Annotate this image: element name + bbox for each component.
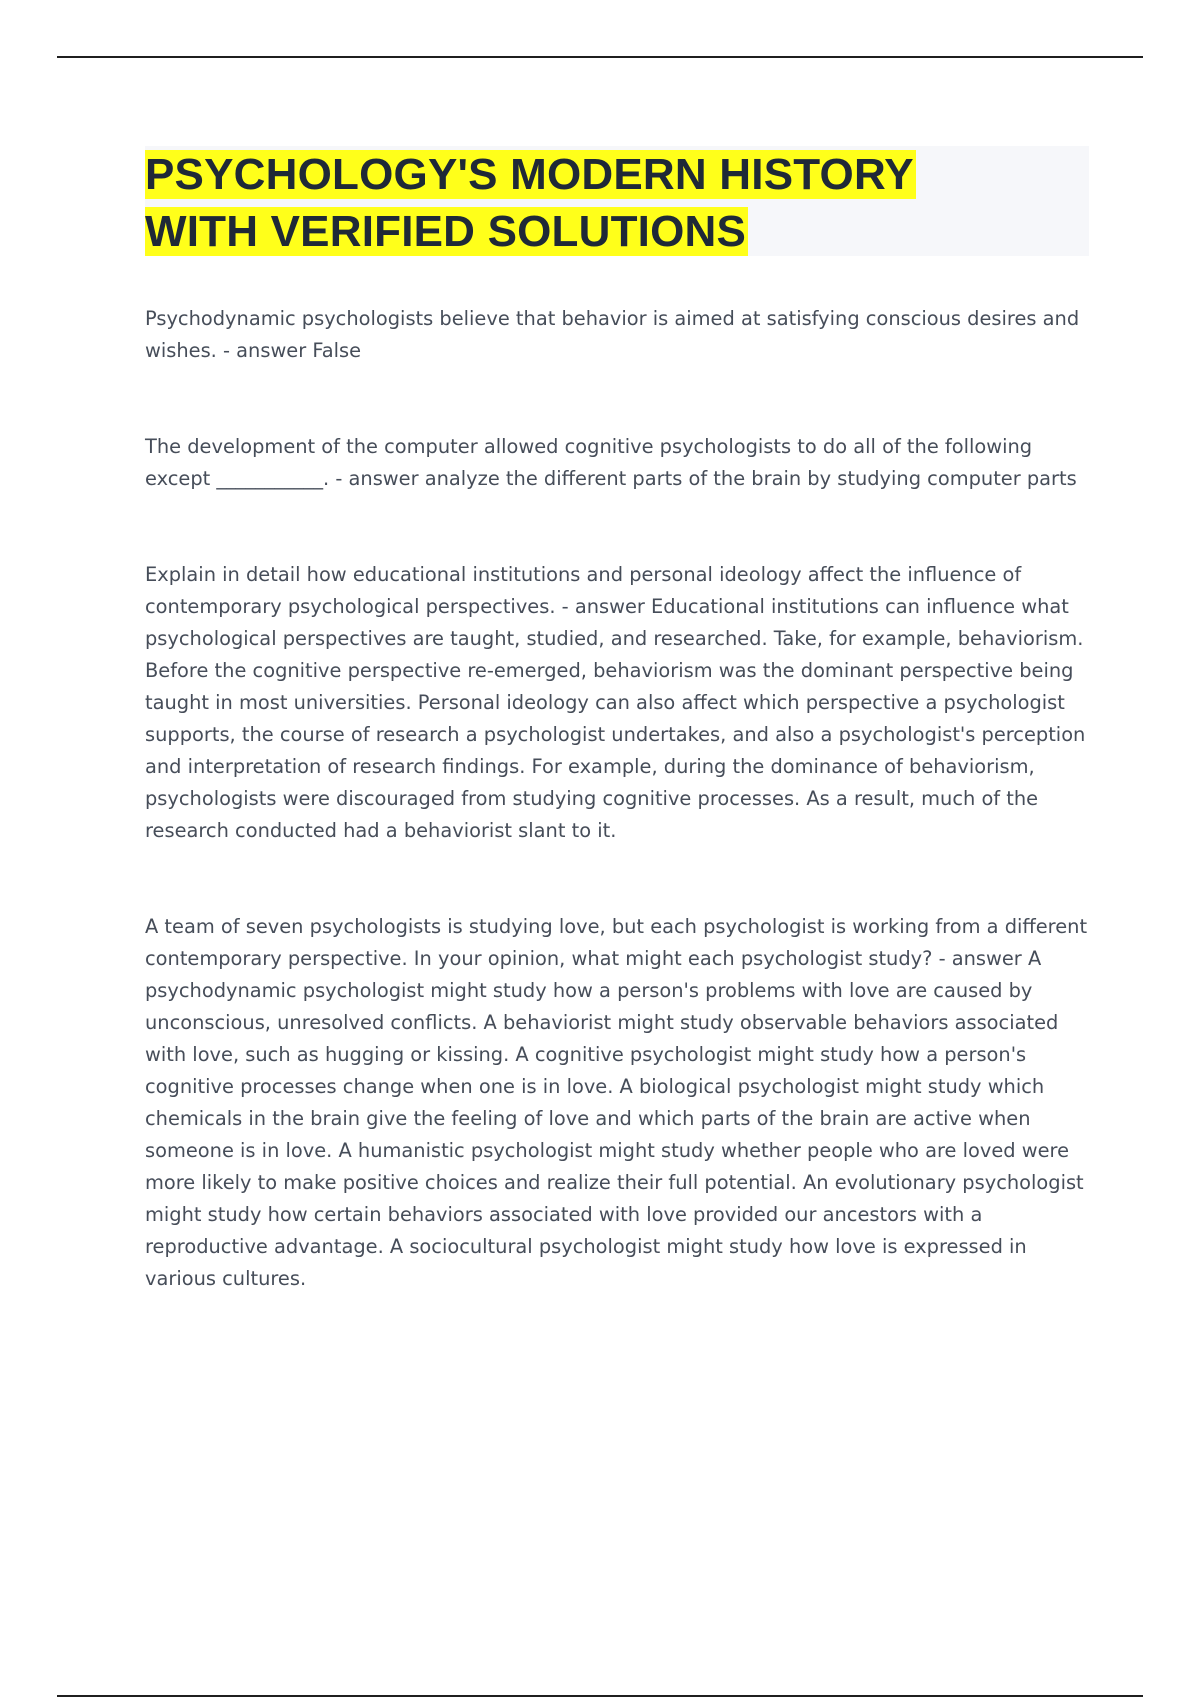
answer-separator: - answer [329, 467, 425, 490]
bottom-rule [57, 1695, 1143, 1697]
question-text: Explain in detail how educational institutions and personal ideology affect the influence of contemporary psychological perspectives. [145, 563, 1022, 618]
answer-text: False [312, 339, 362, 362]
top-rule [57, 56, 1143, 58]
answer-separator: - answer [932, 947, 1028, 970]
qa-item-2 [145, 431, 1095, 495]
answer-text: A psychodynamic psychologist might study how a person's problems with love are caused by unconscious, unresolved conflicts. A behaviorist might study observable behaviors associated with love, such as hugging or kissing. A cognitive psychologist might study how a person's cognitive processes change when one is in love. A biological psychologist might study which chemicals in the brain give the feeling of love and which parts of the brain are active when someone is in love. A humanistic psychologist might study whether people who are loved were more likely to make positive choices and realize their full potential. An evolutionary psychologist might study how certain behaviors associated with love provided our ancestors with a reproductive advantage. A sociocultural psychologist might study how love is expressed in various cultures. [145, 947, 1084, 1290]
answer-text: analyze the different parts of the brain by studying computer parts [424, 467, 1077, 490]
title-line-2: WITH VERIFIED SOLUTIONS [145, 207, 747, 256]
document-title [145, 146, 1089, 260]
title-line-1: PSYCHOLOGY'S MODERN HISTORY [145, 150, 914, 199]
title-box [145, 146, 1089, 256]
answer-separator: - answer [555, 595, 652, 618]
question-text: Psychodynamic psychologists believe that behavior is aimed at satisfying conscious desires and wishes. [145, 307, 1080, 362]
qa-item-4 [145, 911, 1095, 1295]
question-text: The development of the computer allowed cognitive psychologists to do all of the following except ___________. [145, 435, 1033, 490]
question-text: A team of seven psychologists is studying love, but each psychologist is working from a different contemporary perspective. In your opinion, what might each psychologist study? [145, 915, 1088, 970]
qa-list [145, 303, 1095, 1359]
answer-separator: - answer [216, 339, 313, 362]
qa-item-3 [145, 559, 1095, 847]
qa-item-1 [145, 303, 1095, 367]
answer-text: Educational institutions can influence what psychological perspectives are taught, studied, and researched. Take, for example, behaviorism. Before the cognitive perspective re-emerged, behaviorism was the dominant perspective being taught in most universities. Personal ideology can also affect which perspective a psychologist supports, the course of research a psychologist undertakes, and also a psychologist's perception and interpretation of research findings. For example, during the dominance of behaviorism, psychologists were discouraged from studying cognitive processes. As a result, much of the research conducted had a behaviorist slant to it. [145, 595, 1086, 842]
